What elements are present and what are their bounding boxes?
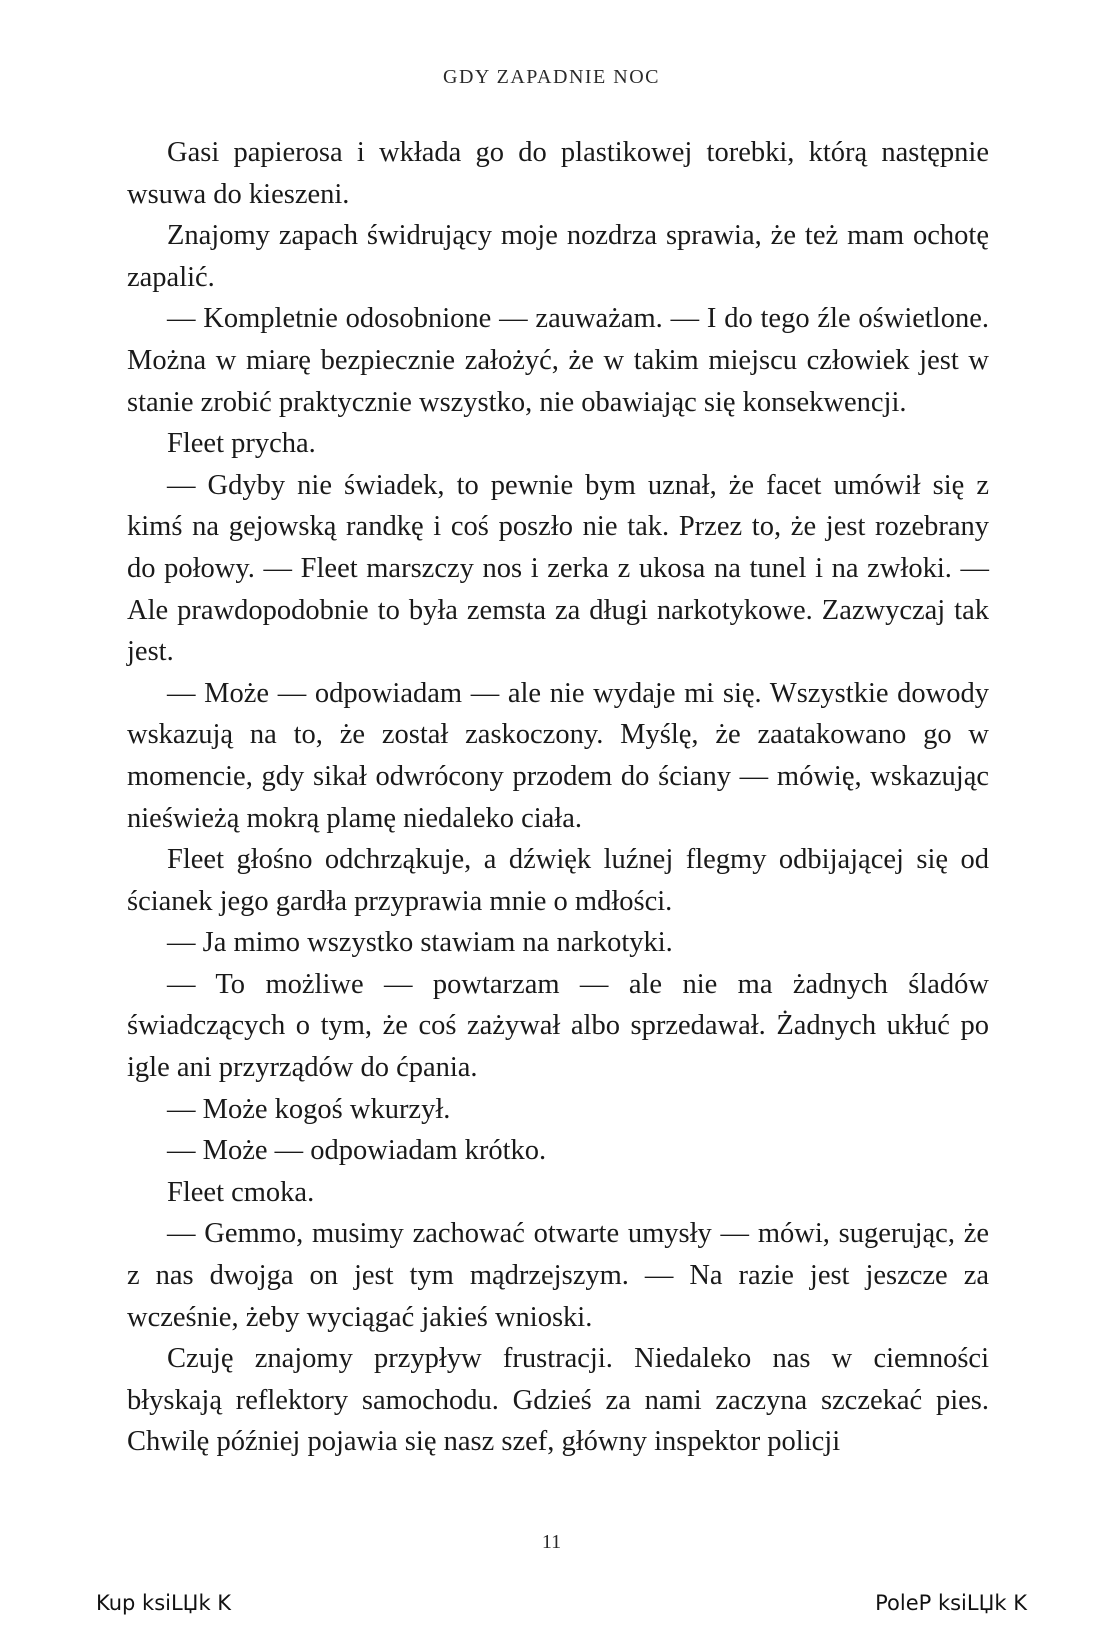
paragraph: — To możliwe — powtarzam — ale nie ma żadnych śladów świadczących o tym, że coś zażywał albo sprzedawał. Żadnych ukłuć po igle ani przyrządów do ćpania.	[127, 968, 989, 1084]
paragraph: — Kompletnie odosobnione — zauważam. — I do tego źle oświetlone. Można w miarę bezpiecznie założyć, że w takim miejscu człowiek jest w stanie zrobić praktycznie wszystko, nie obawiając się konsekwencji.	[127, 303, 989, 418]
body-text	[127, 132, 989, 1463]
page-number: 11	[541, 1531, 562, 1553]
paragraph: Gasi papierosa i wkłada go do plastikowej torebki, którą następnie wsuwa do kieszeni.	[127, 137, 989, 210]
running-head: GDY ZAPADNIE NOC	[443, 66, 660, 88]
recommend-book-link[interactable]: PoleP ksiLЏk K	[875, 1591, 1027, 1615]
paragraph: Znajomy zapach świdrujący moje nozdrza sprawia, że też mam ochotę zapalić.	[127, 220, 989, 293]
paragraph: Fleet głośno odchrząkuje, a dźwięk luźnej flegmy odbijającej się od ścianek jego gardła przyprawia mnie o mdłości.	[127, 844, 989, 917]
paragraph: — Może — odpowiadam krótko.	[167, 1135, 547, 1167]
paragraph: Fleet cmoka.	[167, 1176, 315, 1208]
paragraph: Czuję znajomy przypływ frustracji. Niedaleko nas w ciemności błyskają reflektory samochodu. Gdzieś za nami zaczyna szczekać pies. Chwilę później pojawia się nasz szef, główny inspektor policji	[127, 1343, 989, 1458]
paragraph: — Może — odpowiadam — ale nie wydaje mi się. Wszystkie dowody wskazują na to, że został zaskoczony. Myślę, że zaatakowano go w momencie, gdy sikał odwrócony przodem do ściany — mówię, wskazując nieświeżą mokrą plamę niedaleko ciała.	[127, 677, 989, 834]
buy-book-link[interactable]: Kup ksiLЏk K	[96, 1591, 232, 1615]
paragraph: — Gemmo, musimy zachować otwarte umysły — mówi, sugerując, że z nas dwojga on jest tym mądrzejszym. — Na razie jest jeszcze za wcześnie, żeby wyciągać jakieś wnioski.	[127, 1218, 989, 1333]
paragraph: Fleet prycha.	[167, 428, 316, 460]
paragraph: — Może kogoś wkurzył.	[167, 1093, 451, 1125]
paragraph: — Gdyby nie świadek, to pewnie bym uznał, że facet umówił się z kimś na gejowską randkę i coś poszło nie tak. Przez to, że jest rozebrany do połowy. — Fleet marszczy nos i zerka z ukosa na tunel i na zwłoki. — Ale prawdopodobnie to była zemsta za długi narkotykowe. Zazwyczaj tak jest.	[127, 469, 989, 668]
paragraph: — Ja mimo wszystko stawiam na narkotyki.	[167, 927, 673, 959]
